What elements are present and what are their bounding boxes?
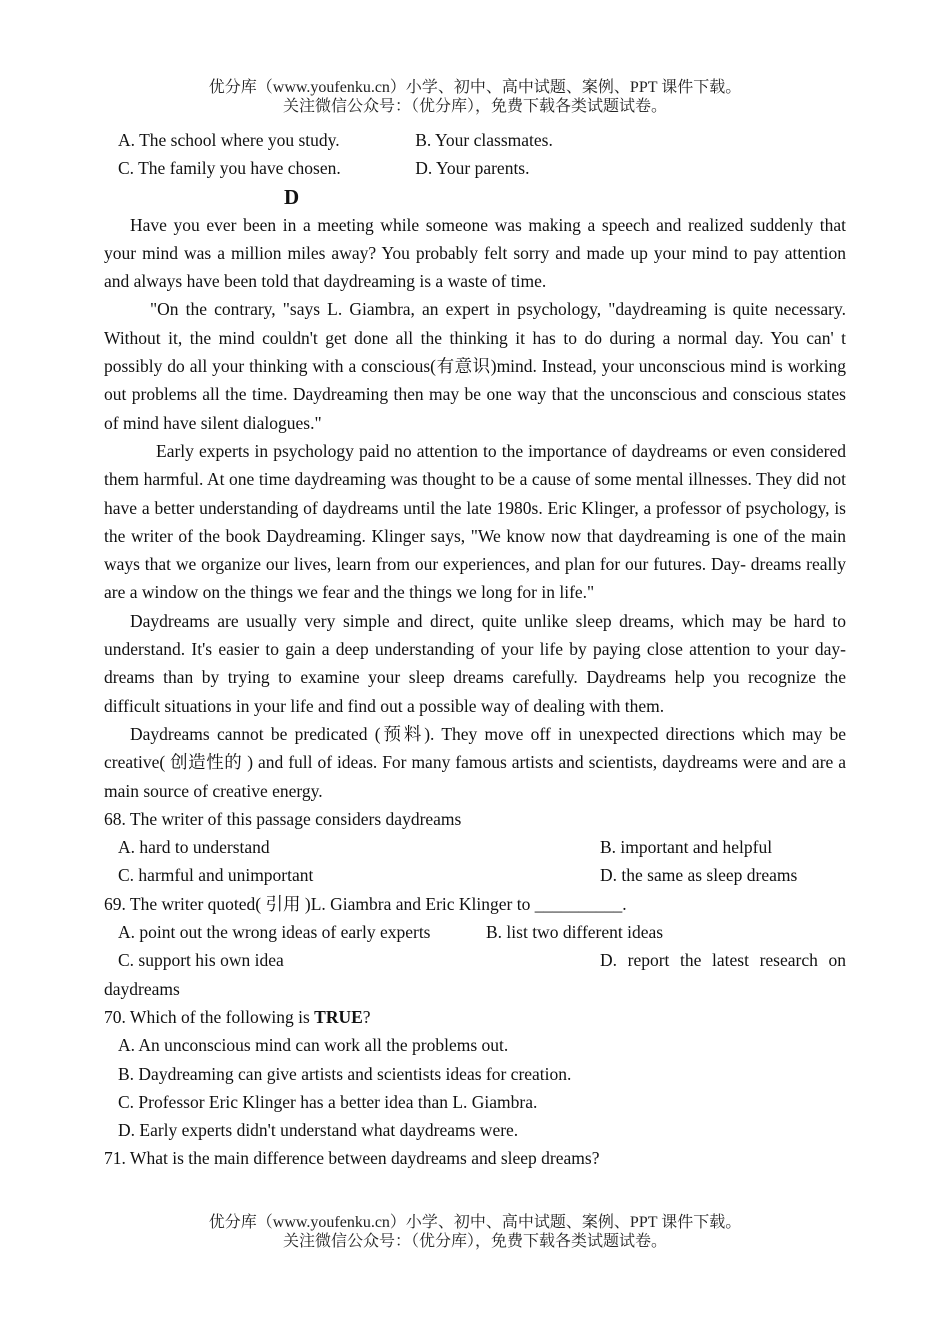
question-70-stem-emphasis: TRUE: [314, 1006, 363, 1027]
passage-paragraph-5: Daydreams cannot be predicated (预料). They move off in unexpected directions which may be creative( 创造性的 ) and full of ideas. For many famous artists and scientists, daydreams were and are a main source of creative energy.: [104, 723, 846, 801]
passage-paragraph-3: Early experts in psychology paid no attention to the importance of daydreams or even considered them harmful. At one time daydreaming was thought to be a cause of some mental illnesses. They did not have a better understanding of daydreams until the late 1980s. Eric Klinger, a professor of psychology, is the writer of the book Daydreaming. Klinger says, "We know now that daydreaming is one of the main ways that we organize our lives, learn from our experiences, and plan for our futures. Day- dreams really are a window on the things we fear and the things we long for in life.": [104, 440, 846, 603]
question-68-stem: 68. The writer of this passage considers daydreams: [104, 808, 462, 829]
question-69-stem: 69. The writer quoted( 引用 )L. Giambra and Eric Klinger to __________.: [104, 893, 627, 914]
question-69-option-c: C. support his own idea: [118, 950, 284, 971]
document-body: [104, 126, 846, 1173]
question-70-option-d: D. Early experts didn't understand what daydreams were.: [118, 1120, 519, 1141]
passage-paragraph-2: "On the contrary, "says L. Giambra, an expert in psychology, "daydreaming is quite necessary. Without it, the mind couldn't get done all the thinking it has to do during a normal day. You can' t possibly do all your thinking with a conscious(有意识)mind. Instead, your unconscious mind is working out problems all the time. Daydreaming then may be one way that the unconscious and conscious states of mind have silent dialogues.": [104, 299, 846, 433]
question-69-row-2: [104, 946, 846, 974]
footer-line-2: 关注微信公众号：（优分库），免费下载各类试题试卷。: [282, 1233, 667, 1250]
page-footer: [0, 1213, 950, 1251]
question-71-stem: 71. What is the main difference between daydreams and sleep dreams?: [104, 1148, 600, 1169]
header-line-2: 关注微信公众号：（优分库），免费下载各类试题试卷。: [282, 98, 667, 115]
passage-paragraph-1: Have you ever been in a meeting while someone was making a speech and realized suddenly that your mind was a million miles away? You probably felt sorry and made up your mind to pay attention and always have been told that daydreaming is a waste of time.: [104, 214, 846, 292]
question-69-option-a: A. point out the wrong ideas of early experts: [118, 922, 431, 943]
question-70-option-c: C. Professor Eric Klinger has a better idea than L. Giambra.: [118, 1091, 538, 1112]
page-header: [0, 78, 950, 116]
question-70-stem: [104, 1003, 846, 1031]
header-line-1: 优分库（www.youfenku.cn）小学、初中、高中试题、案例、PPT 课件下载。: [208, 79, 742, 96]
question-68-option-b: B. important and helpful: [600, 837, 773, 858]
prev-options-row-1: [104, 126, 846, 154]
question-70-stem-text: 70. Which of the following is: [104, 1006, 315, 1027]
question-69-row-1: [104, 918, 846, 946]
question-68-row-1: [104, 833, 846, 861]
question-70-stem-end: ?: [362, 1006, 371, 1027]
passage-paragraph-4: Daydreams are usually very simple and direct, quite unlike sleep dreams, which may be hard to understand. It's easier to gain a deep understanding of your life by paying close attention to your day- dreams than by trying to examine your sleep dreams carefully. Daydreams help you recognize the difficult situations in your life and find out a possible way of dealing with them.: [104, 610, 846, 716]
prev-options-row-2: [104, 154, 846, 182]
question-69-option-d-continued: daydreams: [104, 978, 180, 999]
footer-line-1: 优分库（www.youfenku.cn）小学、初中、高中试题、案例、PPT 课件下载。: [208, 1214, 742, 1231]
question-69-option-b: B. list two different ideas: [486, 922, 664, 943]
question-68-row-2: [104, 861, 846, 889]
prev-option-b: B. Your classmates.: [415, 130, 553, 150]
prev-option-a: A. The school where you study.: [118, 130, 340, 150]
prev-option-c: C. The family you have chosen.: [118, 158, 341, 179]
question-68-option-a: A. hard to understand: [118, 837, 270, 858]
question-69-option-d: D. report the latest research on: [600, 950, 846, 971]
question-70-option-b: B. Daydreaming can give artists and scientists ideas for creation.: [118, 1063, 572, 1084]
section-title: D: [284, 184, 300, 209]
question-68-option-d: D. the same as sleep dreams: [600, 865, 798, 886]
question-70-option-a: A. An unconscious mind can work all the problems out.: [118, 1035, 509, 1056]
question-68-option-c: C. harmful and unimportant: [118, 865, 314, 886]
prev-option-d: D. Your parents.: [415, 158, 530, 179]
